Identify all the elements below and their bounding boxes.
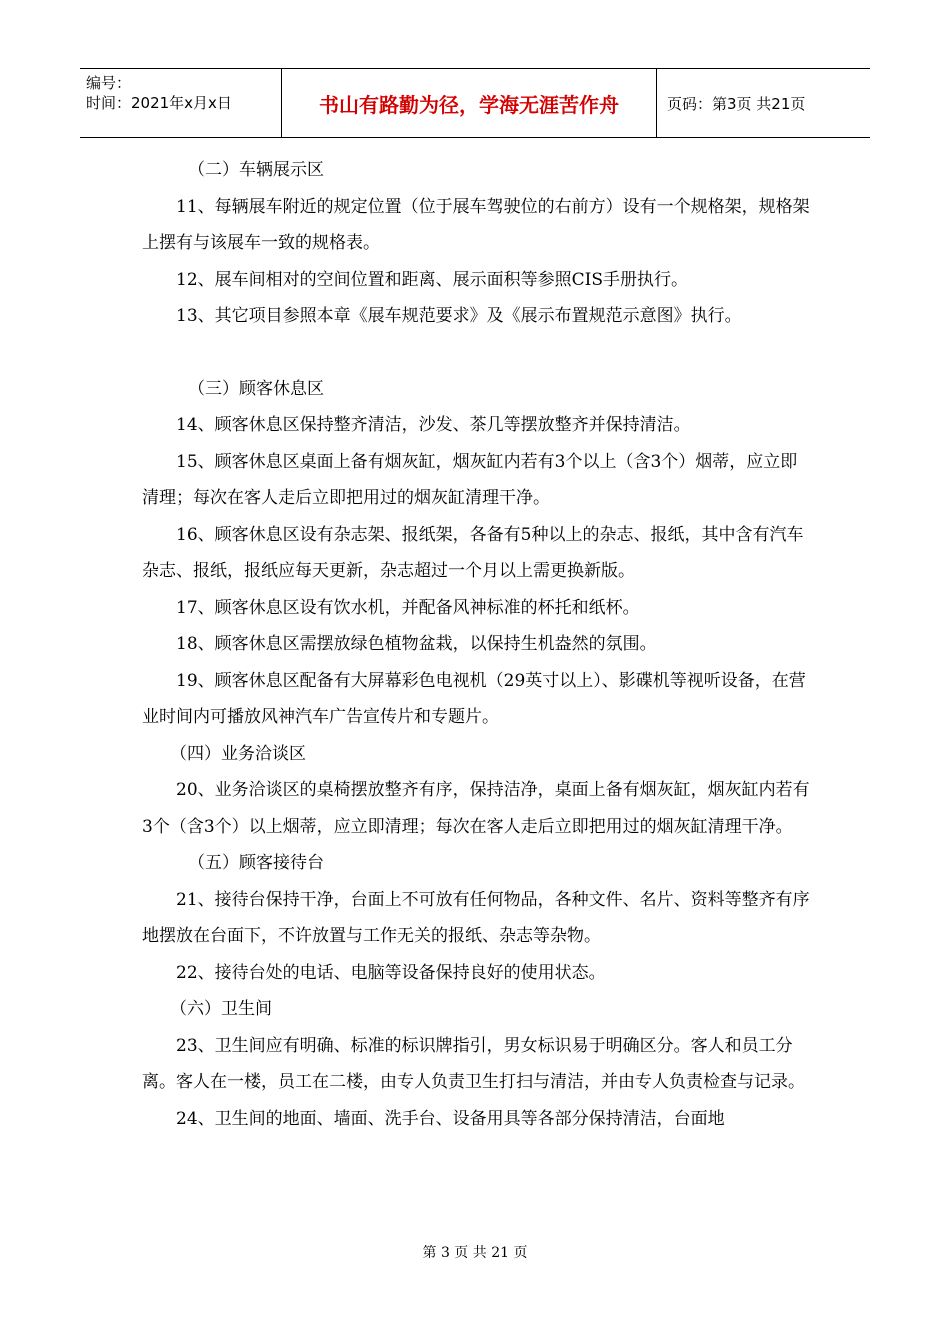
- paragraph-15: 15、顾客休息区桌面上备有烟灰缸，烟灰缸内若有3个以上（含3个）烟蒂，应立即清理；每次在客人走后立即把用过的烟灰缸清理干净。: [142, 451, 798, 508]
- section-heading-3: （三）顾客休息区: [188, 378, 324, 399]
- header-meta: [80, 69, 281, 137]
- document-body: [142, 152, 810, 1137]
- paragraph-12: 12、展车间相对的空间位置和距离、展示面积等参照CIS手册执行。: [176, 269, 688, 290]
- section-heading-2: （二）车辆展示区: [188, 160, 324, 180]
- header-page-info: 页码：第3页 共21页: [667, 94, 806, 113]
- paragraph-14: 14、顾客休息区保持整齐清洁，沙发、茶几等摆放整齐并保持清洁。: [176, 415, 691, 435]
- blank-line: [142, 335, 810, 371]
- section-heading-5: （五）顾客接待台: [188, 853, 324, 873]
- document-number-label: 编号：: [86, 74, 132, 92]
- paragraph-11: 11、每辆展车附近的规定位置（位于展车驾驶位的右前方）设有一个规格架，规格架上摆有与该展车一致的规格表。: [142, 196, 810, 253]
- document-time-label: 时间：2021年x月x日: [86, 94, 232, 112]
- page-footer: 第 3 页 共 21 页: [422, 1245, 528, 1261]
- paragraph-20: 20、业务洽谈区的桌椅摆放整齐有序，保持洁净，桌面上备有烟灰缸，烟灰缸内若有3个（含3个）以上烟蒂，应立即清理；每次在客人走后立即把用过的烟灰缸清理干净。: [142, 780, 810, 837]
- paragraph-19: 19、顾客休息区配备有大屏幕彩色电视机（29英寸以上）、影碟机等视听设备，在营业时间内可播放风神汽车广告宣传片和专题片。: [142, 670, 806, 727]
- paragraph-24: 24、卫生间的地面、墙面、洗手台、设备用具等各部分保持清洁，台面地: [176, 1108, 725, 1129]
- section-heading-4: （四）业务洽谈区: [170, 743, 306, 764]
- paragraph-17: 17、顾客休息区设有饮水机，并配备风神标准的杯托和纸杯。: [176, 597, 640, 618]
- header-motto: 书山有路勤为径，学海无涯苦作舟: [281, 69, 657, 137]
- paragraph-23: 23、卫生间应有明确、标准的标识牌指引，男女标识易于明确区分。客人和员工分离。客人在一楼，员工在二楼，由专人负责卫生打扫与清洁，并由专人负责检查与记录。: [142, 1035, 805, 1092]
- paragraph-16: 16、顾客休息区设有杂志架、报纸架，各备有5种以上的杂志、报纸，其中含有汽车杂志、报纸，报纸应每天更新，杂志超过一个月以上需更换新版。: [142, 524, 804, 581]
- paragraph-13: 13、其它项目参照本章《展车规范要求》及《展示布置规范示意图》执行。: [176, 306, 742, 326]
- section-heading-6: （六）卫生间: [170, 999, 272, 1019]
- paragraph-18: 18、顾客休息区需摆放绿色植物盆栽，以保持生机盎然的氛围。: [176, 634, 657, 654]
- paragraph-21: 21、接待台保持干净，台面上不可放有任何物品，各种文件、名片、资料等整齐有序地摆放在台面下，不许放置与工作无关的报纸、杂志等杂物。: [142, 889, 810, 946]
- page-header: [80, 68, 870, 138]
- paragraph-22: 22、接待台处的电话、电脑等设备保持良好的使用状态。: [176, 962, 606, 983]
